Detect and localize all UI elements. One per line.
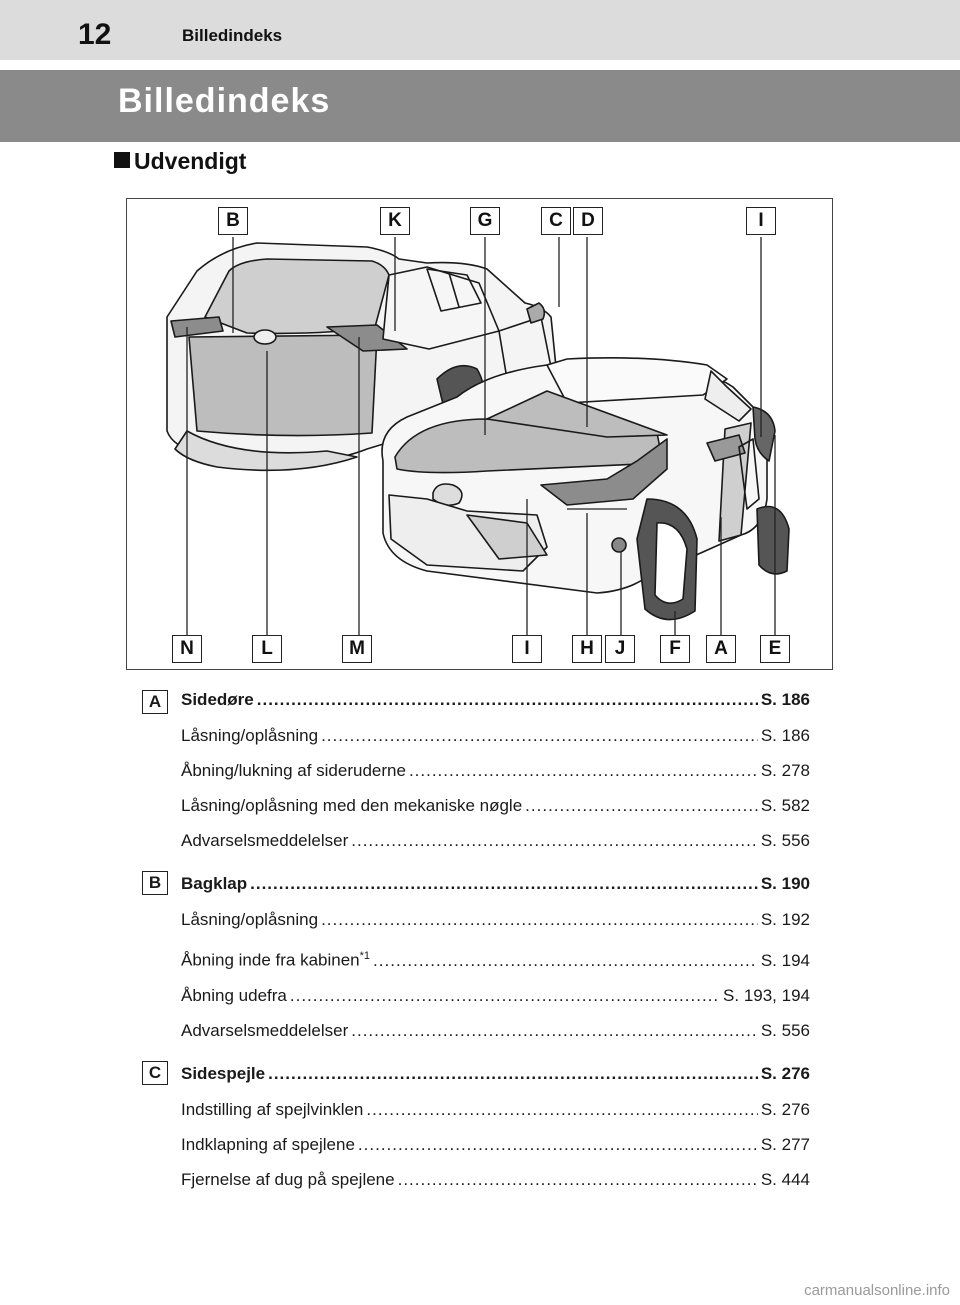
entry-letter-a: A [142,690,168,714]
entry-b-item-1[interactable] [181,910,810,934]
item-label: Indstilling af spejlvinklen [181,1100,364,1119]
item-label-text: Åbning inde fra kabinen [181,950,360,970]
entry-letter-b: B [142,871,168,895]
vehicle-figure [126,198,833,670]
item-label: Advarselsmeddelelser [181,831,349,850]
entry-c-page: S. 276 [760,1064,810,1083]
entry-a-label: Sidedøre [181,690,254,709]
item-page: S. 278 [760,761,810,780]
entry-b-main[interactable] [181,874,810,898]
entry-a-item-3[interactable] [181,796,810,820]
page-number: 12 [78,18,112,51]
entry-a-main[interactable] [181,690,810,714]
item-page: S. 186 [760,726,810,745]
leader-dots [351,831,758,851]
item-page: S. 193, 194 [723,986,810,1005]
section-heading [114,148,246,175]
callout-a: A [706,635,736,663]
callout-k: K [380,207,410,235]
watermark: carmanualsonline.info [804,1282,950,1299]
callout-h: H [572,635,602,663]
callout-i-top: I [746,207,776,235]
item-label: Låsning/oplåsning [181,910,319,929]
leader-dots [321,726,758,746]
item-label: Låsning/oplåsning [181,726,319,745]
callout-i-bottom: I [512,635,542,663]
vehicle-illustration [127,199,834,671]
leader-dots [268,1064,758,1084]
item-page: S. 277 [760,1135,810,1154]
top-bar [0,0,960,60]
item-label: Åbning udefra [181,986,287,1005]
callout-d: D [573,207,603,235]
leader-dots [373,951,758,971]
entry-b-page: S. 190 [760,874,810,893]
item-page: S. 556 [760,1021,810,1040]
item-page: S. 192 [760,910,810,929]
entry-c-item-3[interactable] [181,1170,810,1194]
entry-a-item-2[interactable] [181,761,810,785]
entry-c-item-1[interactable] [181,1100,810,1124]
callout-m: M [342,635,372,663]
entry-a-item-4[interactable] [181,831,810,855]
running-title: Billedindeks [182,26,283,45]
leader-dots [290,986,720,1006]
entry-c-main[interactable] [181,1064,810,1088]
callout-n: N [172,635,202,663]
section-heading-text: Udvendigt [134,148,247,174]
leader-dots [250,874,758,894]
entry-a-item-1[interactable] [181,726,810,750]
callout-j: J [605,635,635,663]
item-page: S. 194 [760,950,810,970]
entry-b-item-4[interactable] [181,1021,810,1045]
page-title: Billedindeks [118,82,331,120]
leader-dots [257,690,758,710]
leader-dots [398,1170,758,1190]
callout-f: F [660,635,690,663]
entry-c-label: Sidespejle [181,1064,266,1083]
leader-dots [409,761,758,781]
callout-b: B [218,207,248,235]
item-label: Åbning/lukning af sideruderne [181,761,406,780]
callout-e: E [760,635,790,663]
callout-g: G [470,207,500,235]
square-bullet-icon [114,152,130,168]
entry-b-item-3[interactable] [181,986,810,1010]
entry-letter-c: C [142,1061,168,1085]
item-label: Advarselsmeddelelser [181,1021,349,1040]
item-page: S. 582 [760,796,810,815]
item-label [181,950,373,971]
footnote-marker: *1 [359,950,371,962]
item-page: S. 276 [760,1100,810,1119]
callout-c: C [541,207,571,235]
item-label: Indklapning af spejlene [181,1135,355,1154]
item-label: Fjernelse af dug på spejlene [181,1170,395,1189]
entry-a-page: S. 186 [760,690,810,709]
item-label: Låsning/oplåsning med den mekaniske nøgle [181,796,523,815]
item-page: S. 556 [760,831,810,850]
leader-dots [366,1100,757,1120]
leader-dots [321,910,758,930]
entry-b-item-2[interactable] [181,950,810,976]
callout-l: L [252,635,282,663]
item-page: S. 444 [760,1170,810,1189]
entry-c-item-2[interactable] [181,1135,810,1159]
leader-dots [525,796,758,816]
entry-b-label: Bagklap [181,874,248,893]
leader-dots [358,1135,758,1155]
leader-dots [351,1021,758,1041]
